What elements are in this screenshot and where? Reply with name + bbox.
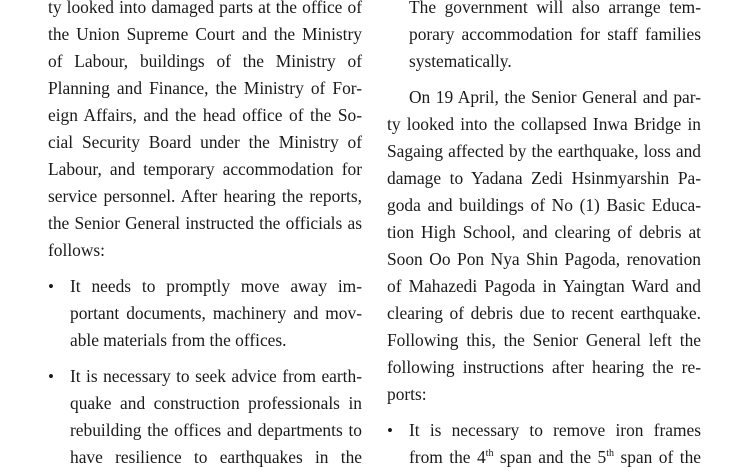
- text-line: Labour, and temporary accommodation for: [48, 159, 362, 179]
- bullet-line: have resilience to earthquakes in the: [70, 447, 362, 467]
- text-line: damage to Yadana Zedi Hsinmyarshin Pa-: [387, 168, 701, 188]
- text-run: from the 4: [409, 447, 486, 467]
- text-line: of Mahazedi Pagoda in Yaingtan Ward and: [387, 276, 701, 296]
- text-line: the Union Supreme Court and the Ministry: [48, 24, 362, 44]
- bullet-line: It is necessary to seek advice from earth-: [70, 366, 362, 386]
- ordinal-suffix: th: [485, 448, 494, 459]
- text-line: following instructions after hearing the re-: [387, 357, 701, 377]
- text-line: Planning and Finance, the Ministry of For-: [48, 78, 362, 98]
- text-line: of Labour, buildings of the Ministry of: [48, 51, 362, 71]
- bullet-line: systematically.: [409, 51, 512, 71]
- bullet-marker: •: [387, 421, 393, 440]
- text-line: service personnel. After hearing the reports,: [48, 186, 362, 206]
- bullet-line: [409, 444, 701, 471]
- text-line: Sagaing affected by the earthquake, loss and: [387, 141, 701, 161]
- text-run: span and the 5: [493, 447, 607, 467]
- text-line: Following this, the Senior General left the: [387, 330, 701, 350]
- text-line: ports:: [387, 384, 427, 404]
- bullet-line: able materials from the offices.: [70, 330, 287, 350]
- text-line: eign Affairs, and the head office of the So-: [48, 105, 362, 125]
- text-line: follows:: [48, 240, 106, 260]
- bullet-marker: •: [48, 277, 54, 296]
- ordinal-suffix: th: [606, 448, 614, 459]
- bullet-line: The government will also arrange tem-: [409, 0, 701, 17]
- text-line: clearing of debris due to recent earthquake.: [387, 303, 701, 323]
- bullet-line: It needs to promptly move away im-: [70, 276, 362, 296]
- bullet-line: It is necessary to remove iron frames: [409, 420, 701, 440]
- bullet-marker: •: [48, 367, 54, 386]
- text-line: the Senior General instructed the officials as: [48, 213, 362, 233]
- text-line: ty looked into damaged parts at the office of: [48, 0, 362, 17]
- text-line: ty looked into the collapsed Inwa Bridge in: [387, 114, 701, 134]
- text-line: goda and buildings of No (1) Basic Educa-: [387, 195, 701, 215]
- bullet-line: porary accommodation for staff families: [409, 24, 701, 44]
- text-line: cial Security Board under the Ministry of: [48, 132, 362, 152]
- text-line: Soon Oo Pon Nya Shin Pagoda, renovation: [387, 249, 701, 269]
- paragraph-first-line: On 19 April, the Senior General and par-: [409, 87, 701, 107]
- text-run: span of the: [614, 447, 701, 467]
- bullet-line: quake and construction professionals in: [70, 393, 362, 413]
- bullet-line: rebuilding the offices and departments to: [70, 420, 362, 440]
- text-line: tion High School, and clearing of debris at: [387, 222, 701, 242]
- bullet-line: portant documents, machinery and mov-: [70, 303, 362, 323]
